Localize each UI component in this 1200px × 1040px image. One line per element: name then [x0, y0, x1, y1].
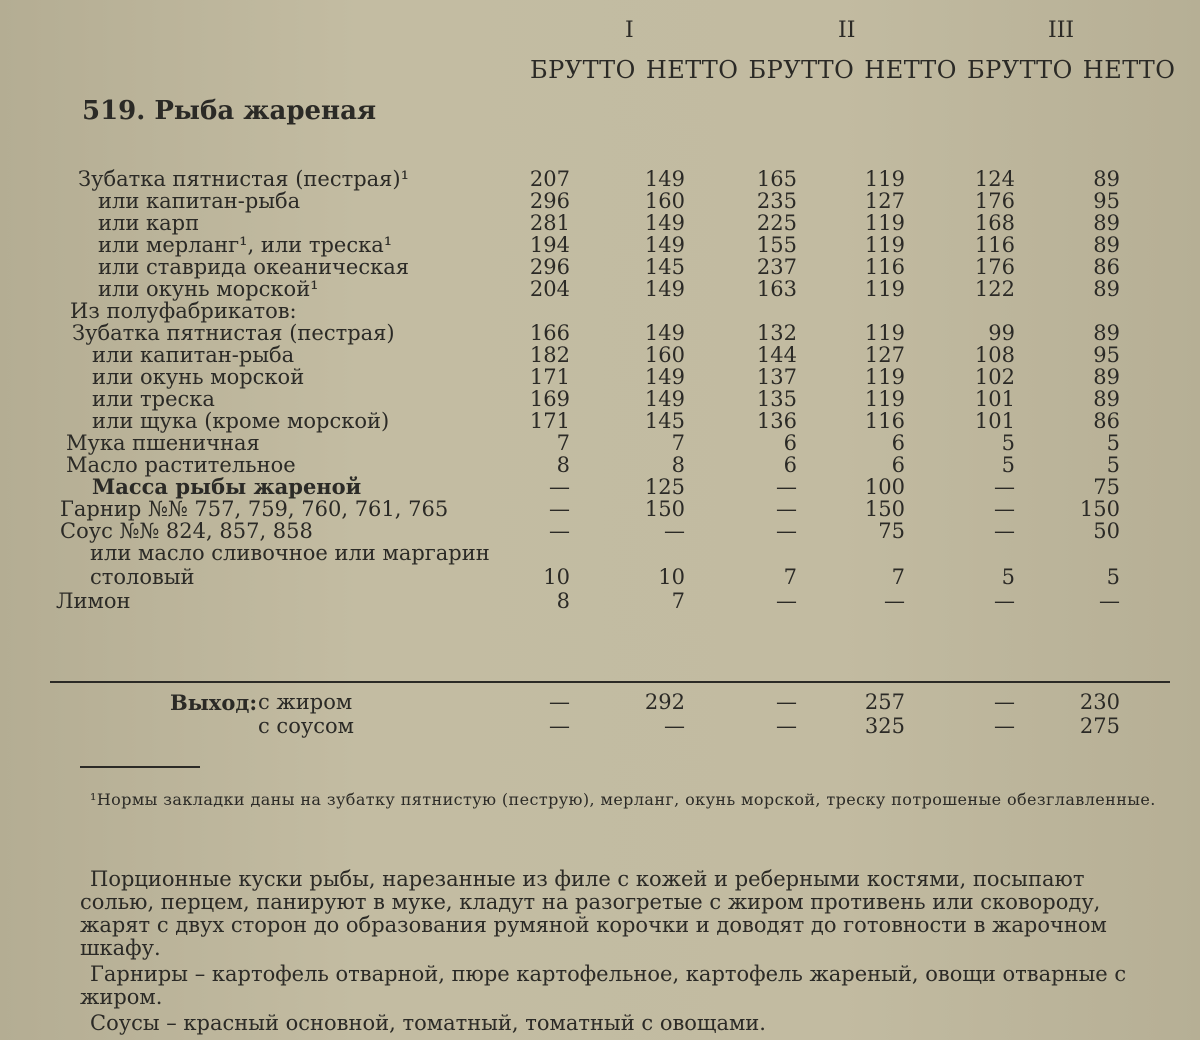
paragraph: Соусы – красный основной, томатный, томатный с овощами.: [90, 1011, 766, 1035]
table-cell: —: [549, 475, 570, 499]
ingredients-table: [0, 168, 1200, 612]
table-cell: 101: [974, 409, 1015, 433]
row-label: Соус №№ 824, 857, 858: [60, 519, 313, 543]
table-cell: 149: [644, 211, 685, 235]
table-cell: 127: [864, 189, 905, 213]
table-cell: 149: [644, 365, 685, 389]
footnote: ¹Нормы закладки даны на зубатку пятнистую (пеструю), мерланг, окунь морской, треску потрошеные обезглавленные.: [90, 790, 1156, 809]
table-cell: —: [664, 714, 685, 738]
table-cell: 6: [783, 431, 797, 455]
row-label: Мука пшеничная: [66, 431, 260, 455]
row-label: или капитан-рыба: [92, 343, 295, 367]
row-label: Зубатка пятнистая (пестрая): [72, 321, 395, 345]
table-cell: —: [1099, 589, 1120, 613]
table-row: [0, 542, 1200, 566]
table-cell: 168: [974, 211, 1015, 235]
row-label: Гарнир №№ 757, 759, 760, 761, 765: [60, 497, 449, 521]
table-cell: 150: [864, 497, 905, 521]
row-label: или мерланг¹, или треска¹: [98, 233, 393, 257]
table-row: [0, 388, 1200, 410]
table-cell: 101: [974, 387, 1015, 411]
table-cell: 225: [756, 211, 797, 235]
table-cell: 89: [1093, 233, 1120, 257]
table-cell: 163: [756, 277, 797, 301]
table-cell: 149: [644, 321, 685, 345]
table-cell: 165: [756, 167, 797, 191]
table-cell: —: [994, 690, 1015, 714]
table-cell: 176: [974, 189, 1015, 213]
table-cell: 8: [556, 589, 570, 613]
table-cell: —: [994, 589, 1015, 613]
table-cell: 137: [756, 365, 797, 389]
table-cell: 296: [529, 189, 570, 213]
recipe-title: 519. Рыба жареная: [82, 96, 377, 126]
table-cell: 182: [529, 343, 570, 367]
table-cell: —: [994, 497, 1015, 521]
table-cell: 119: [864, 211, 905, 235]
table-cell: 292: [644, 690, 685, 714]
footnote-divider: [80, 766, 200, 768]
table-cell: 135: [756, 387, 797, 411]
table-cell: —: [776, 714, 797, 738]
yield-label: с соусом: [258, 714, 354, 738]
table-cell: 296: [529, 255, 570, 279]
table-cell: 155: [756, 233, 797, 257]
table-cell: 89: [1093, 387, 1120, 411]
table-cell: 166: [529, 321, 570, 345]
table-cell: 89: [1093, 211, 1120, 235]
row-label: Масса рыбы жареной: [92, 474, 362, 499]
table-row: [0, 212, 1200, 234]
table-cell: 99: [988, 321, 1015, 345]
yield-label: с жиром: [258, 690, 353, 714]
table-row: [0, 590, 1200, 612]
group-heading-1: I: [625, 18, 634, 43]
table-cell: 7: [783, 565, 797, 589]
table-cell: 100: [864, 475, 905, 499]
table-cell: —: [549, 714, 570, 738]
column-header: НЕТТО: [864, 56, 957, 84]
table-cell: —: [994, 475, 1015, 499]
column-header: НЕТТО: [645, 56, 739, 84]
paragraph: Порционные куски рыбы, нарезанные из филе с кожей и реберными костями, посыпают солью, перцем, панируют в муке, кладут на разогретые с жиром противень или сковороду, жарят с двух сторон до образования румяной корочки и доводят до готовности в жарочном шкафу.: [80, 867, 1107, 960]
table-cell: 204: [529, 277, 570, 301]
column-headers: [530, 56, 1185, 84]
table-row: [0, 300, 1200, 322]
table-divider: [50, 681, 1170, 683]
table-row: [0, 190, 1200, 212]
table-cell: 116: [974, 233, 1015, 257]
table-cell: 160: [644, 189, 685, 213]
row-label: или окунь морской¹: [98, 277, 319, 301]
table-cell: 150: [1079, 497, 1120, 521]
row-label: или окунь морской: [92, 365, 305, 389]
table-cell: 207: [529, 167, 570, 191]
yield-heading: Выход:: [170, 690, 258, 715]
table-cell: —: [994, 519, 1015, 543]
row-label: или треска: [92, 387, 215, 411]
table-cell: 124: [974, 167, 1015, 191]
table-cell: —: [664, 519, 685, 543]
table-cell: —: [994, 714, 1015, 738]
table-cell: 102: [974, 365, 1015, 389]
table-cell: 119: [864, 167, 905, 191]
column-header: БРУТТО: [748, 56, 855, 84]
table-row: [0, 410, 1200, 432]
table-cell: 132: [756, 321, 797, 345]
table-cell: —: [884, 589, 905, 613]
table-cell: 119: [864, 233, 905, 257]
table-row: [0, 168, 1200, 190]
row-label: или ставрида океаническая: [98, 255, 409, 279]
table-cell: 7: [671, 589, 685, 613]
table-cell: 169: [529, 387, 570, 411]
row-label: или масло сливочное или маргарин: [90, 541, 490, 565]
table-cell: 5: [1106, 565, 1120, 589]
table-cell: 171: [529, 365, 570, 389]
table-cell: 125: [644, 475, 685, 499]
table-row: [0, 322, 1200, 344]
table-cell: 5: [1001, 431, 1015, 455]
row-label: или карп: [98, 211, 200, 235]
column-header: БРУТТО: [966, 56, 1073, 84]
table-cell: 150: [644, 497, 685, 521]
table-cell: 89: [1093, 321, 1120, 345]
table-cell: 176: [974, 255, 1015, 279]
table-cell: 237: [756, 255, 797, 279]
table-cell: 149: [644, 387, 685, 411]
paragraph: Гарниры – картофель отварной, пюре картофельное, картофель жареный, овощи отварные с жиром.: [80, 962, 1127, 1009]
table-cell: 95: [1093, 189, 1120, 213]
table-cell: 89: [1093, 167, 1120, 191]
table-cell: 325: [864, 714, 905, 738]
row-label: Зубатка пятнистая (пестрая)¹: [78, 167, 410, 191]
table-cell: 119: [864, 321, 905, 345]
table-cell: 10: [658, 565, 685, 589]
table-cell: 7: [556, 431, 570, 455]
table-cell: 5: [1106, 431, 1120, 455]
table-cell: —: [776, 519, 797, 543]
table-cell: 257: [864, 690, 905, 714]
table-cell: —: [549, 497, 570, 521]
table-cell: 116: [864, 255, 905, 279]
table-cell: 230: [1079, 690, 1120, 714]
table-cell: 7: [891, 565, 905, 589]
table-row: [0, 520, 1200, 542]
table-cell: 145: [644, 255, 685, 279]
table-cell: 149: [644, 277, 685, 301]
row-label: Масло растительное: [66, 453, 296, 477]
table-cell: —: [776, 690, 797, 714]
table-cell: 149: [644, 167, 685, 191]
table-cell: 127: [864, 343, 905, 367]
table-row: [0, 476, 1200, 498]
table-cell: —: [776, 589, 797, 613]
column-header: БРУТТО: [530, 56, 636, 84]
table-cell: 116: [864, 409, 905, 433]
table-row: [0, 566, 1200, 590]
yield-row: [0, 690, 1200, 716]
table-cell: 160: [644, 343, 685, 367]
table-cell: 75: [1093, 475, 1120, 499]
table-cell: 194: [529, 233, 570, 257]
row-label: или щука (кроме морской): [92, 409, 390, 433]
table-row: [0, 344, 1200, 366]
row-label: Лимон: [56, 589, 131, 613]
table-cell: 5: [1001, 453, 1015, 477]
table-cell: 89: [1093, 277, 1120, 301]
table-cell: 6: [891, 431, 905, 455]
table-cell: 235: [756, 189, 797, 213]
row-label: или капитан-рыба: [98, 189, 301, 213]
table-cell: 122: [974, 277, 1015, 301]
table-cell: 8: [556, 453, 570, 477]
table-cell: 10: [543, 565, 570, 589]
group-heading-3: III: [1048, 18, 1075, 43]
table-cell: 281: [529, 211, 570, 235]
table-row: [0, 498, 1200, 520]
table-row: [0, 366, 1200, 388]
table-cell: 7: [671, 431, 685, 455]
group-heading-2: II: [838, 18, 856, 43]
table-cell: 171: [529, 409, 570, 433]
table-row: [0, 256, 1200, 278]
table-cell: 5: [1106, 453, 1120, 477]
table-cell: 275: [1079, 714, 1120, 738]
table-cell: —: [776, 475, 797, 499]
table-cell: 149: [644, 233, 685, 257]
preparation-text: [80, 868, 1160, 1038]
table-cell: 75: [878, 519, 905, 543]
table-cell: 86: [1093, 409, 1120, 433]
table-cell: 145: [644, 409, 685, 433]
table-cell: 5: [1001, 565, 1015, 589]
yield-row: [0, 714, 1200, 740]
table-cell: 89: [1093, 365, 1120, 389]
table-cell: 119: [864, 387, 905, 411]
table-cell: 8: [671, 453, 685, 477]
row-label: Из полуфабрикатов:: [70, 299, 297, 323]
table-cell: 50: [1093, 519, 1120, 543]
row-label: столовый: [90, 565, 195, 589]
table-cell: 119: [864, 365, 905, 389]
table-cell: 86: [1093, 255, 1120, 279]
table-cell: 6: [891, 453, 905, 477]
table-row: [0, 234, 1200, 256]
table-cell: 108: [974, 343, 1015, 367]
table-row: [0, 432, 1200, 454]
table-cell: 119: [864, 277, 905, 301]
table-cell: 6: [783, 453, 797, 477]
table-cell: 95: [1093, 343, 1120, 367]
table-row: [0, 278, 1200, 300]
table-cell: —: [549, 519, 570, 543]
table-cell: —: [776, 497, 797, 521]
column-header: НЕТТО: [1082, 56, 1176, 84]
table-cell: 136: [756, 409, 797, 433]
table-row: [0, 454, 1200, 476]
table-cell: 144: [756, 343, 797, 367]
table-cell: —: [549, 690, 570, 714]
